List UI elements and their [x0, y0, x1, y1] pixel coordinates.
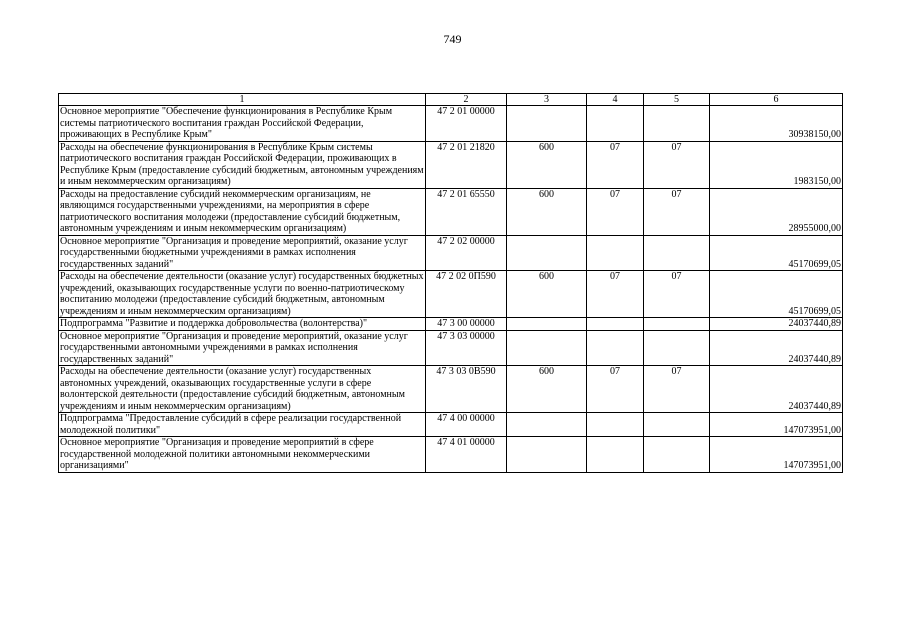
row-code: 47 3 03 0В590: [426, 366, 507, 413]
header-cell: 6: [710, 94, 843, 106]
page-number: 749: [443, 32, 462, 46]
header-cell: 4: [587, 94, 644, 106]
row-rz: 07: [587, 188, 644, 235]
header-cell: 3: [507, 94, 587, 106]
row-vr: [507, 437, 587, 473]
row-pr: [644, 437, 710, 473]
table-row: [59, 330, 843, 366]
row-rz: 07: [587, 141, 644, 188]
row-name: Расходы на обеспечение деятельности (оказание услуг) государственных автономных учреждений, оказывающих государственные услуги в сфере волонтерской деятельности (предоставление субсидий бюджетным, автономным учреждениям и иным некоммерческим организациям): [59, 366, 426, 413]
row-pr: [644, 235, 710, 271]
row-pr: [644, 330, 710, 366]
table-row: [59, 141, 843, 188]
budget-table: [58, 93, 843, 473]
table-row: [59, 271, 843, 318]
row-rz: [587, 437, 644, 473]
row-vr: 600: [507, 188, 587, 235]
table-row: [59, 413, 843, 437]
row-sum: 45170699,05: [710, 271, 843, 318]
row-sum: 147073951,00: [710, 437, 843, 473]
table-row: [59, 106, 843, 142]
row-name: Основное мероприятие "Организация и проведение мероприятий в сфере государственной молодежной политики автономными некоммерческими организациями": [59, 437, 426, 473]
table-row: [59, 437, 843, 473]
row-code: 47 3 03 00000: [426, 330, 507, 366]
row-name: Основное мероприятие "Организация и проведение мероприятий, оказание услуг государственными автономными учреждениями в рамках исполнения государственных заданий": [59, 330, 426, 366]
row-rz: [587, 413, 644, 437]
row-code: 47 2 01 65550: [426, 188, 507, 235]
header-cell: 2: [426, 94, 507, 106]
row-name: Подпрограмма "Предоставление субсидий в сфере реализации государственной молодежной политики": [59, 413, 426, 437]
row-pr: 07: [644, 271, 710, 318]
row-sum: 147073951,00: [710, 413, 843, 437]
row-vr: [507, 235, 587, 271]
table-row: [59, 366, 843, 413]
table-row: [59, 235, 843, 271]
header-row: [59, 94, 843, 106]
row-code: 47 4 00 00000: [426, 413, 507, 437]
row-code: 47 4 01 00000: [426, 437, 507, 473]
row-vr: 600: [507, 271, 587, 318]
row-vr: 600: [507, 366, 587, 413]
row-sum: 1983150,00: [710, 141, 843, 188]
row-sum: 45170699,05: [710, 235, 843, 271]
row-sum: 28955000,00: [710, 188, 843, 235]
row-pr: 07: [644, 366, 710, 413]
row-name: Расходы на предоставление субсидий некоммерческим организациям, не являющимся государственными учреждениями, на мероприятия в сфере патриотического воспитания молодежи (предоставление субсидий бюджетным, автономным учреждениям и иным некоммерческим организациям): [59, 188, 426, 235]
header-cell: 1: [59, 94, 426, 106]
row-pr: 07: [644, 141, 710, 188]
row-name: Расходы на обеспечение функционирования в Республике Крым системы патриотического воспитания граждан Российской Федерации, проживающих в Республике Крым (предоставление субсидий бюджетным, автономным учреждениям и иным некоммерческим организациям): [60, 141, 424, 187]
table-row: [59, 188, 843, 235]
row-pr: [644, 318, 710, 331]
row-rz: [587, 318, 644, 331]
row-pr: 07: [644, 188, 710, 235]
row-pr: [644, 106, 710, 142]
table-row: [59, 318, 843, 331]
row-name: Основное мероприятие "Организация и проведение мероприятий, оказание услуг государственными бюджетными учреждениями в рамках исполнения государственных заданий": [59, 235, 426, 271]
row-vr: 600: [507, 141, 587, 188]
row-name: Подпрограмма "Развитие и поддержка добровольчества (волонтерства)": [59, 318, 426, 331]
row-sum: 24037440,89: [710, 330, 843, 366]
row-vr: [507, 318, 587, 331]
row-name: Расходы на обеспечение деятельности (оказание услуг) государственных бюджетных учреждений, оказывающих государственные услуги по военно-патриотическому воспитанию молодежи (предоставление субсидий бюджетным, автономным учреждениям и иным некоммерческим организациям): [60, 271, 424, 317]
row-sum: 24037440,89: [710, 318, 843, 331]
row-vr: [507, 413, 587, 437]
row-sum: 24037440,89: [710, 366, 843, 413]
row-rz: [587, 106, 644, 142]
row-code: 47 2 01 21820: [426, 141, 507, 188]
row-pr: [644, 413, 710, 437]
row-rz: 07: [587, 366, 644, 413]
row-rz: 07: [587, 271, 644, 318]
row-code: 47 2 02 00000: [426, 235, 507, 271]
row-code: 47 2 01 00000: [426, 106, 507, 142]
row-rz: [587, 330, 644, 366]
row-code: 47 2 02 0П590: [426, 271, 507, 318]
row-rz: [587, 235, 644, 271]
row-vr: [507, 330, 587, 366]
row-vr: [507, 106, 587, 142]
row-name: Основное мероприятие "Обеспечение функционирования в Республике Крым системы патриотического воспитания граждан Российской Федерации, проживающих в Республике Крым": [59, 106, 426, 142]
header-cell: 5: [644, 94, 710, 106]
row-sum: 30938150,00: [710, 106, 843, 142]
row-code: 47 3 00 00000: [426, 318, 507, 331]
